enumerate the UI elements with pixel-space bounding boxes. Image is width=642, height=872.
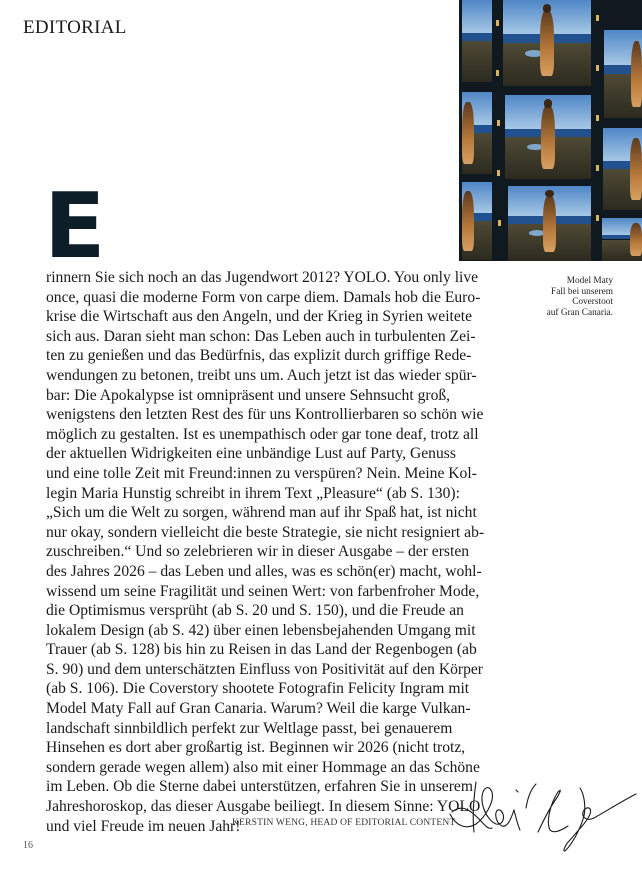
article-line: und eine tolle Zeit mit Freund:innen zu verspüren? Nein. Meine Kol-: [46, 464, 477, 482]
article-line: Hinsehen es dort aber großartig ist. Beginnen wir 2026 (nicht trotz,: [46, 739, 466, 757]
caption-line: Model Maty: [566, 276, 613, 286]
article-line: lokalem Design (ab S. 42) über einen lebensbejahenden Umgang mit: [46, 621, 476, 639]
article-line: und viel Freude im neuen Jahr!: [46, 817, 241, 835]
article-line: des Jahres 2026 – das Leben und alles, was es schön(er) macht, wohl-: [46, 562, 482, 580]
article-line: möglich zu gestalten. Ist es unempathisch oder gar tone deaf, trotz all: [46, 425, 479, 443]
photo-frame: [503, 0, 591, 86]
contact-sheet-photo: [459, 0, 642, 261]
photo-frame: [603, 128, 642, 210]
article-line: im Leben. Ob die Sterne dabei unterstützen, erfahren Sie in unserem: [46, 778, 473, 796]
article-line: S. 90) und dem unterschätzten Einfluss von Positivität auf den Körper: [46, 660, 483, 678]
photo-frame: [604, 30, 642, 118]
photo-frame: [602, 218, 642, 261]
article-line: nur okay, sondern vielleicht die beste Strategie, sie nicht resigniert ab-: [46, 523, 485, 541]
article-line: landschaft sinnbildlich perfekt zur Weltlage passt, bei genauerem: [46, 719, 453, 737]
photo-frame: [505, 95, 591, 179]
photo-frame: [462, 0, 492, 82]
article-line: legin Maria Hunstig schreibt in ihrem Text „Pleasure“ (ab S. 130):: [46, 484, 460, 502]
signature-icon: [448, 774, 638, 854]
article-line: wendungen zu betonen, treibt uns um. Auch jetzt ist das wieder spür-: [46, 366, 477, 384]
article-line: Trauer (ab S. 128) bis hin zu Reisen in das Land der Regenbogen (ab: [46, 641, 477, 659]
drop-cap: E: [44, 174, 106, 279]
article-line: Jahreshoroskop, das dieser Ausgabe beiliegt. In diesem Sinne: YOLO: [46, 798, 481, 816]
article-line: zuschreiben.“ Und so zelebrieren wir in dieser Ausgabe – der ersten: [46, 543, 470, 561]
article-line: rinnern Sie sich noch an das Jugendwort 2012? YOLO. You only live: [46, 269, 479, 286]
page-number: 16: [23, 840, 33, 851]
article-line: wenigstens den letzten Rest des für uns Kontrollierbaren so schön wie: [46, 406, 484, 424]
photo-frame: [462, 92, 492, 174]
photo-caption: [470, 276, 613, 318]
article-line: sondern gerade wegen allem) also mit einer Hommage an das Schöne: [46, 758, 480, 776]
caption-line: Fall bei unserem: [551, 286, 613, 297]
photo-frame: [462, 182, 492, 260]
article-body: [46, 268, 485, 836]
article-line: once, quasi die moderne Form von carpe diem. Damals hob die Euro-: [46, 288, 481, 306]
article-line: (ab S. 106). Die Coverstory shootete Fotografin Felicity Ingram mit: [46, 680, 470, 698]
article-line: krise die Wirtschaft aus den Angeln, und der Krieg in Syrien weitete: [46, 308, 473, 326]
caption-line: Coverstoot: [572, 297, 613, 308]
article-line: wissend um seine Fragilität und seinen Wert: von farbenfroher Mode,: [46, 582, 480, 600]
photo-frame: [508, 186, 591, 261]
article-line: der aktuellen Widrigkeiten eine unbändige Lust auf Party, Genuss: [46, 445, 456, 463]
article-line: die Optimismus versprüht (ab S. 20 und S. 150), und die Freude an: [46, 602, 464, 620]
article-line: sich aus. Daran sieht man schon: Das Leben auch in turbulenten Zei-: [46, 327, 476, 345]
author-signoff: KERSTIN WENG, HEAD OF EDITORIAL CONTENT: [232, 818, 456, 828]
article-line: „Sich um die Welt zu sorgen, während man auf ihr Spaß hat, ist nicht: [46, 504, 477, 522]
article-line: Model Maty Fall auf Gran Canaria. Warum? Weil die karge Vulkan-: [46, 700, 471, 718]
section-label: EDITORIAL: [23, 17, 127, 38]
article-line: ten zu genießen und das Bedürfnis, das explizit durch griffige Rede-: [46, 347, 472, 365]
article-line: bar: Die Apokalypse ist omnipräsent und unsere Sehnsucht groß,: [46, 386, 451, 404]
caption-line: auf Gran Canaria.: [546, 307, 613, 318]
